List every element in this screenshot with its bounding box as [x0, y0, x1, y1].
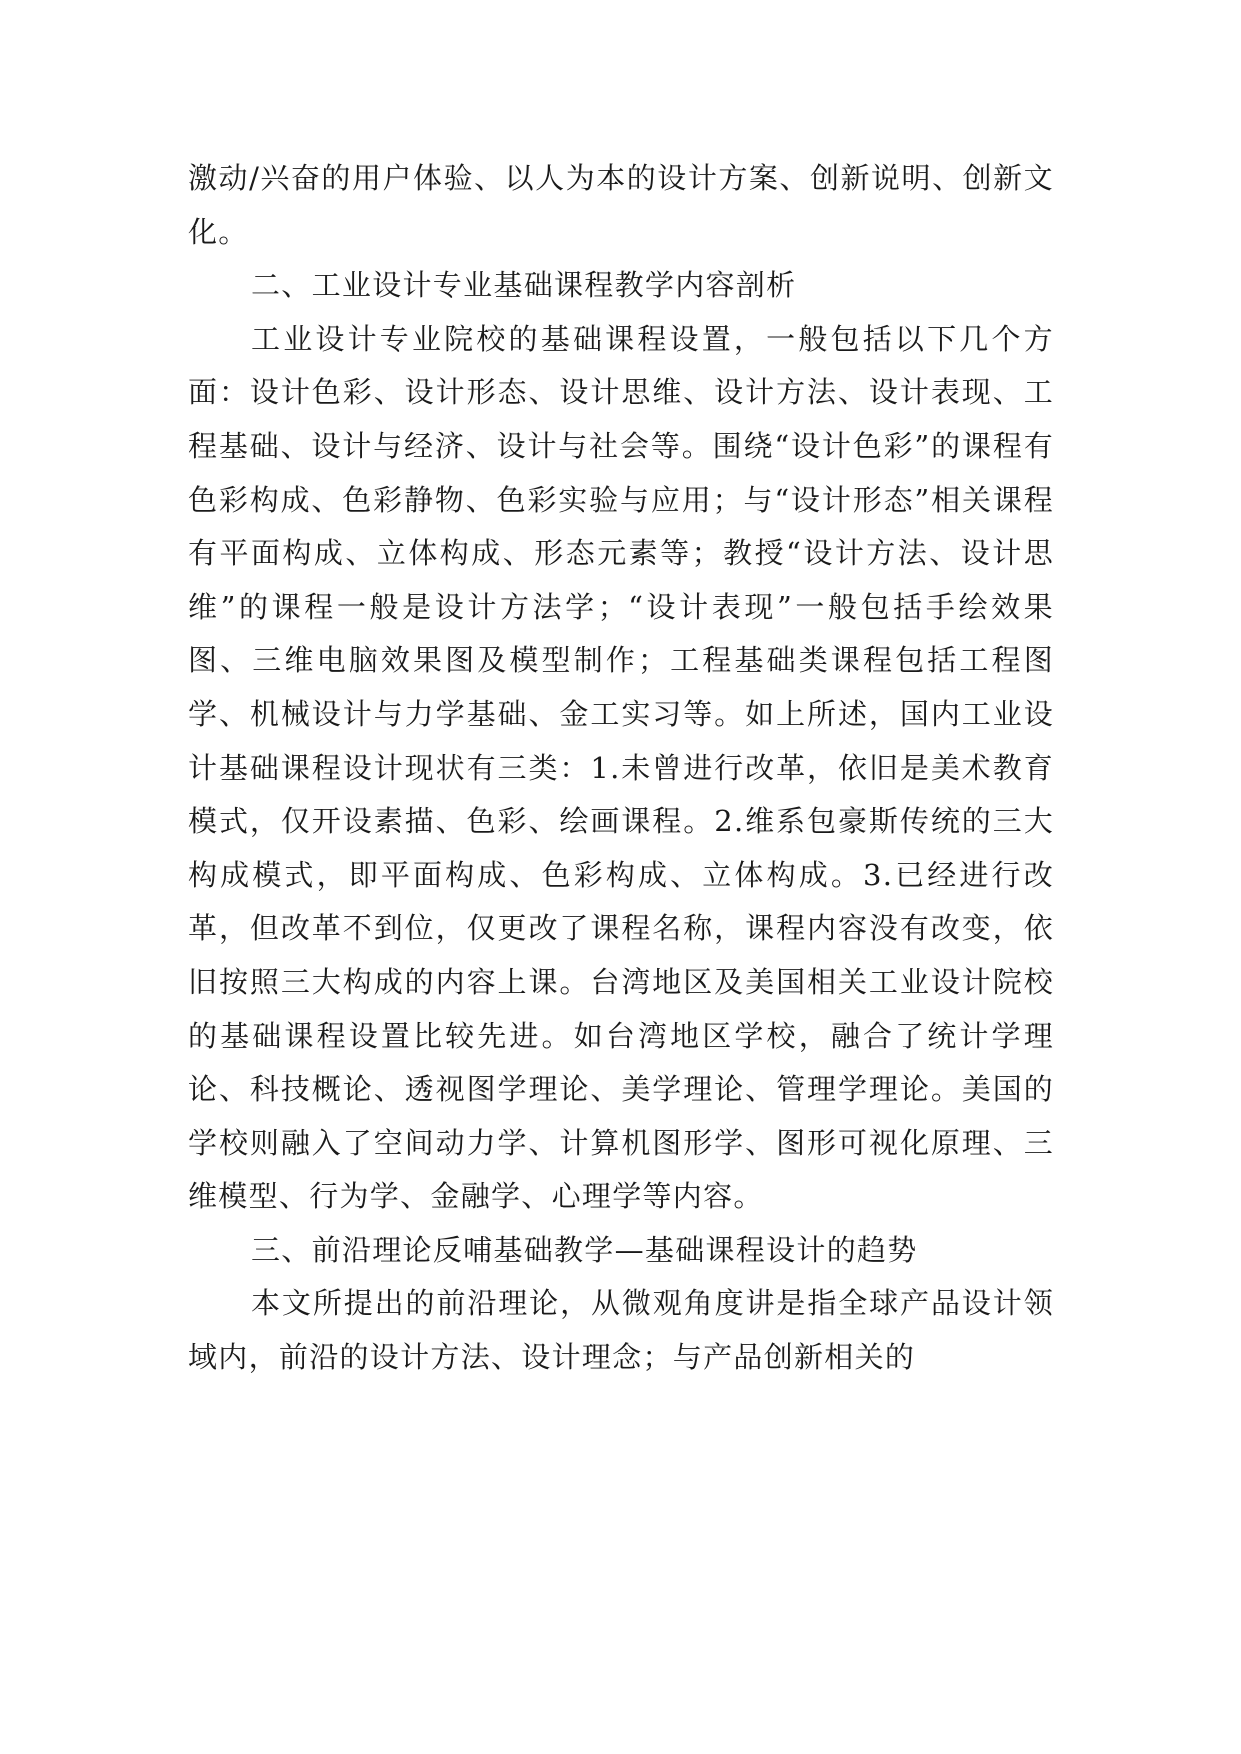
paragraph-continuation: 激动/兴奋的用户体验、以人为本的设计方案、创新说明、创新文化。	[188, 161, 1054, 249]
paragraph-body: 工业设计专业院校的基础课程设置，一般包括以下几个方面：设计色彩、设计形态、设计思维、设计方法、设计表现、工程基础、设计与经济、设计与社会等。围绕“设计色彩”的课程有色彩构成、色彩静物、色彩实验与应用；与“设计形态”相关课程有平面构成、立体构成、形态元素等；教授“设计方法、设计思维”的课程一般是设计方法学；“设计表现”一般包括手绘效果图、三维电脑效果图及模型制作；工程基础类课程包括工程图学、机械设计与力学基础、金工实习等。如上所述，国内工业设计基础课程设计现状有三类：1.未曾进行改革，依旧是美术教育模式，仅开设素描、色彩、绘画课程。2.维系包豪斯传统的三大构成模式，即平面构成、色彩构成、立体构成。3.已经进行改革，但改革不到位，仅更改了课程名称，课程内容没有改变，依旧按照三大构成的内容上课。台湾地区及美国相关工业设计院校的基础课程设置比较先进。如台湾地区学校，融合了统计学理论、科技概论、透视图学理论、美学理论、管理学理论。美国的学校则融入了空间动力学、计算机图形学、图形可视化原理、三维模型、行为学、金融学、心理学等内容。	[188, 321, 1054, 1214]
section-heading-3: 三、前沿理论反哺基础教学—基础课程设计的趋势	[251, 1232, 918, 1267]
section-heading-2: 二、工业设计专业基础课程教学内容剖析	[251, 268, 797, 303]
document-page	[188, 152, 1054, 1385]
paragraph-body-2: 本文所提出的前沿理论，从微观角度讲是指全球产品设计领域内，前沿的设计方法、设计理念；与产品创新相关的	[188, 1286, 1054, 1375]
